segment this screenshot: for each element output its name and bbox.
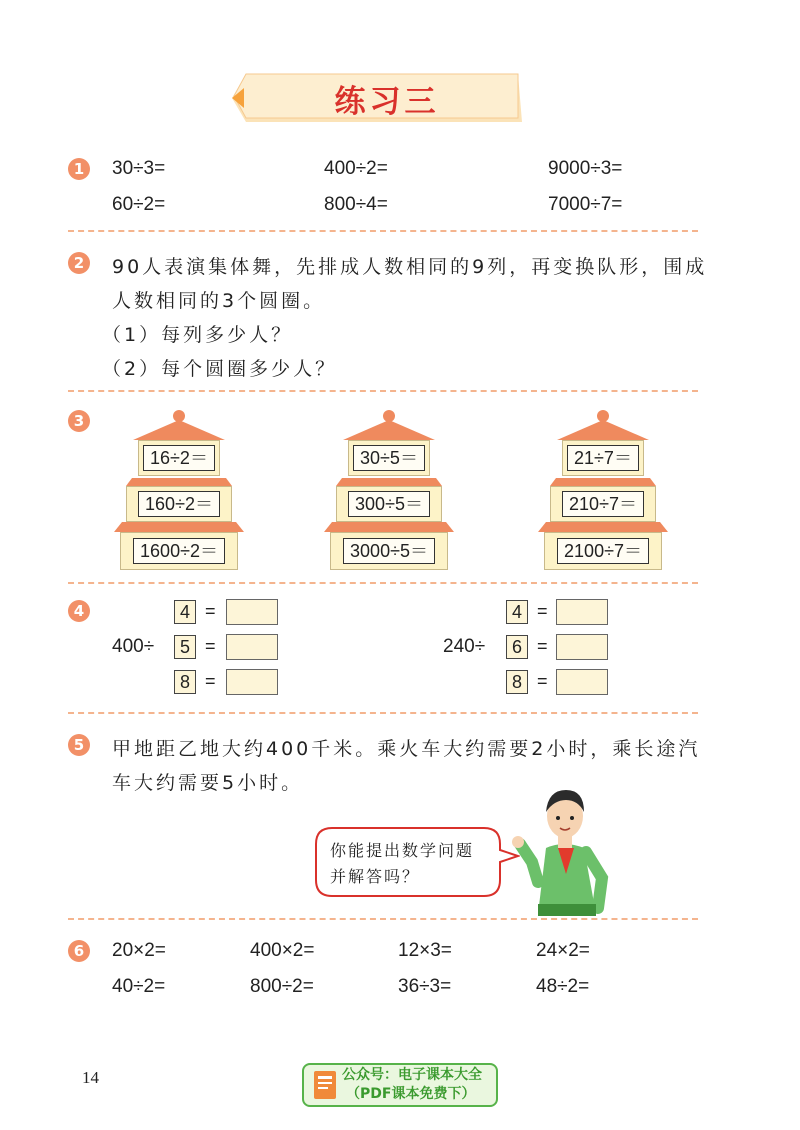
expression: 400÷2= [324,158,388,179]
exercise-number-badge: 2 [68,252,90,274]
expression: 800÷4= [324,194,388,215]
question-1: （1）每列多少人？ [102,324,294,346]
answer-box[interactable] [226,634,278,660]
expression: 800÷2= [250,976,314,997]
divisor-box: 8 [174,670,196,694]
expression: 40÷2= [112,976,166,997]
exercise-number-badge: 5 [68,734,90,756]
expression: 36÷3= [398,976,452,997]
dividend-label: 400÷ [112,636,155,657]
section-divider [68,918,698,920]
tower-expression: 21÷7＝ [567,445,639,471]
dividend-label: 240÷ [443,636,486,657]
answer-box[interactable] [556,634,608,660]
tower-expression: 16÷2＝ [143,445,215,471]
section-divider [68,582,698,584]
book-icon [312,1069,338,1101]
equals-sign: = [537,636,548,656]
tower-expression: 160÷2＝ [138,491,220,517]
exercise-number-badge: 3 [68,410,90,432]
tower-expression: 30÷5＝ [353,445,425,471]
page-title: 练习三 [334,83,440,120]
question-2: （2）每个圆圈多少人？ [102,358,338,380]
tower-expression: 1600÷2＝ [133,538,225,564]
answer-box[interactable] [556,669,608,695]
answer-box[interactable] [226,599,278,625]
divisor-box: 4 [506,600,528,624]
equals-sign: = [537,671,548,691]
page-number: 14 [82,1068,99,1087]
pagoda-tower [112,408,246,570]
exercise-number-badge: 6 [68,940,90,962]
expression: 12×3= [398,940,452,961]
problem-text: 车大约需要5小时。 [112,772,304,794]
section-divider [68,230,698,232]
section-divider [68,390,698,392]
speech-line: 并解答吗？ [330,867,421,886]
divisor-box: 8 [506,670,528,694]
tower-expression: 2100÷7＝ [557,538,649,564]
problem-text: 人数相同的3个圆圈。 [112,290,326,312]
footer-line: （PDF课本免费下） [346,1086,476,1102]
expression: 7000÷7= [548,194,623,215]
exercise-number-badge: 4 [68,600,90,622]
problem-text: 甲地距乙地大约400千米。乘火车大约需要2小时，乘长途汽 [112,738,701,760]
tower-expression: 300÷5＝ [348,491,430,517]
speech-line: 你能提出数学问题 [330,841,475,860]
expression: 9000÷3= [548,158,623,179]
tower-expression: 3000÷5＝ [343,538,435,564]
answer-box[interactable] [226,669,278,695]
pagoda-tower [322,408,456,570]
equals-sign: = [205,601,216,621]
divisor-box: 5 [174,635,196,659]
equals-sign: = [537,601,548,621]
pagoda-tower [536,408,670,570]
footer-line: 公众号：电子课本大全 [342,1067,482,1083]
expression: 24×2= [536,940,590,961]
expression: 400×2= [250,940,315,961]
equals-sign: = [205,636,216,656]
divisor-box: 4 [174,600,196,624]
divisor-box: 6 [506,635,528,659]
answer-box[interactable] [556,599,608,625]
expression: 60÷2= [112,194,166,215]
exercise-number-badge: 1 [68,158,90,180]
expression: 48÷2= [536,976,590,997]
expression: 20×2= [112,940,166,961]
equals-sign: = [205,671,216,691]
problem-text: 90人表演集体舞，先排成人数相同的9列，再变换队形，围成 [112,256,708,278]
section-divider [68,712,698,714]
student-illustration [512,782,618,916]
tower-expression: 210÷7＝ [562,491,644,517]
expression: 30÷3= [112,158,166,179]
